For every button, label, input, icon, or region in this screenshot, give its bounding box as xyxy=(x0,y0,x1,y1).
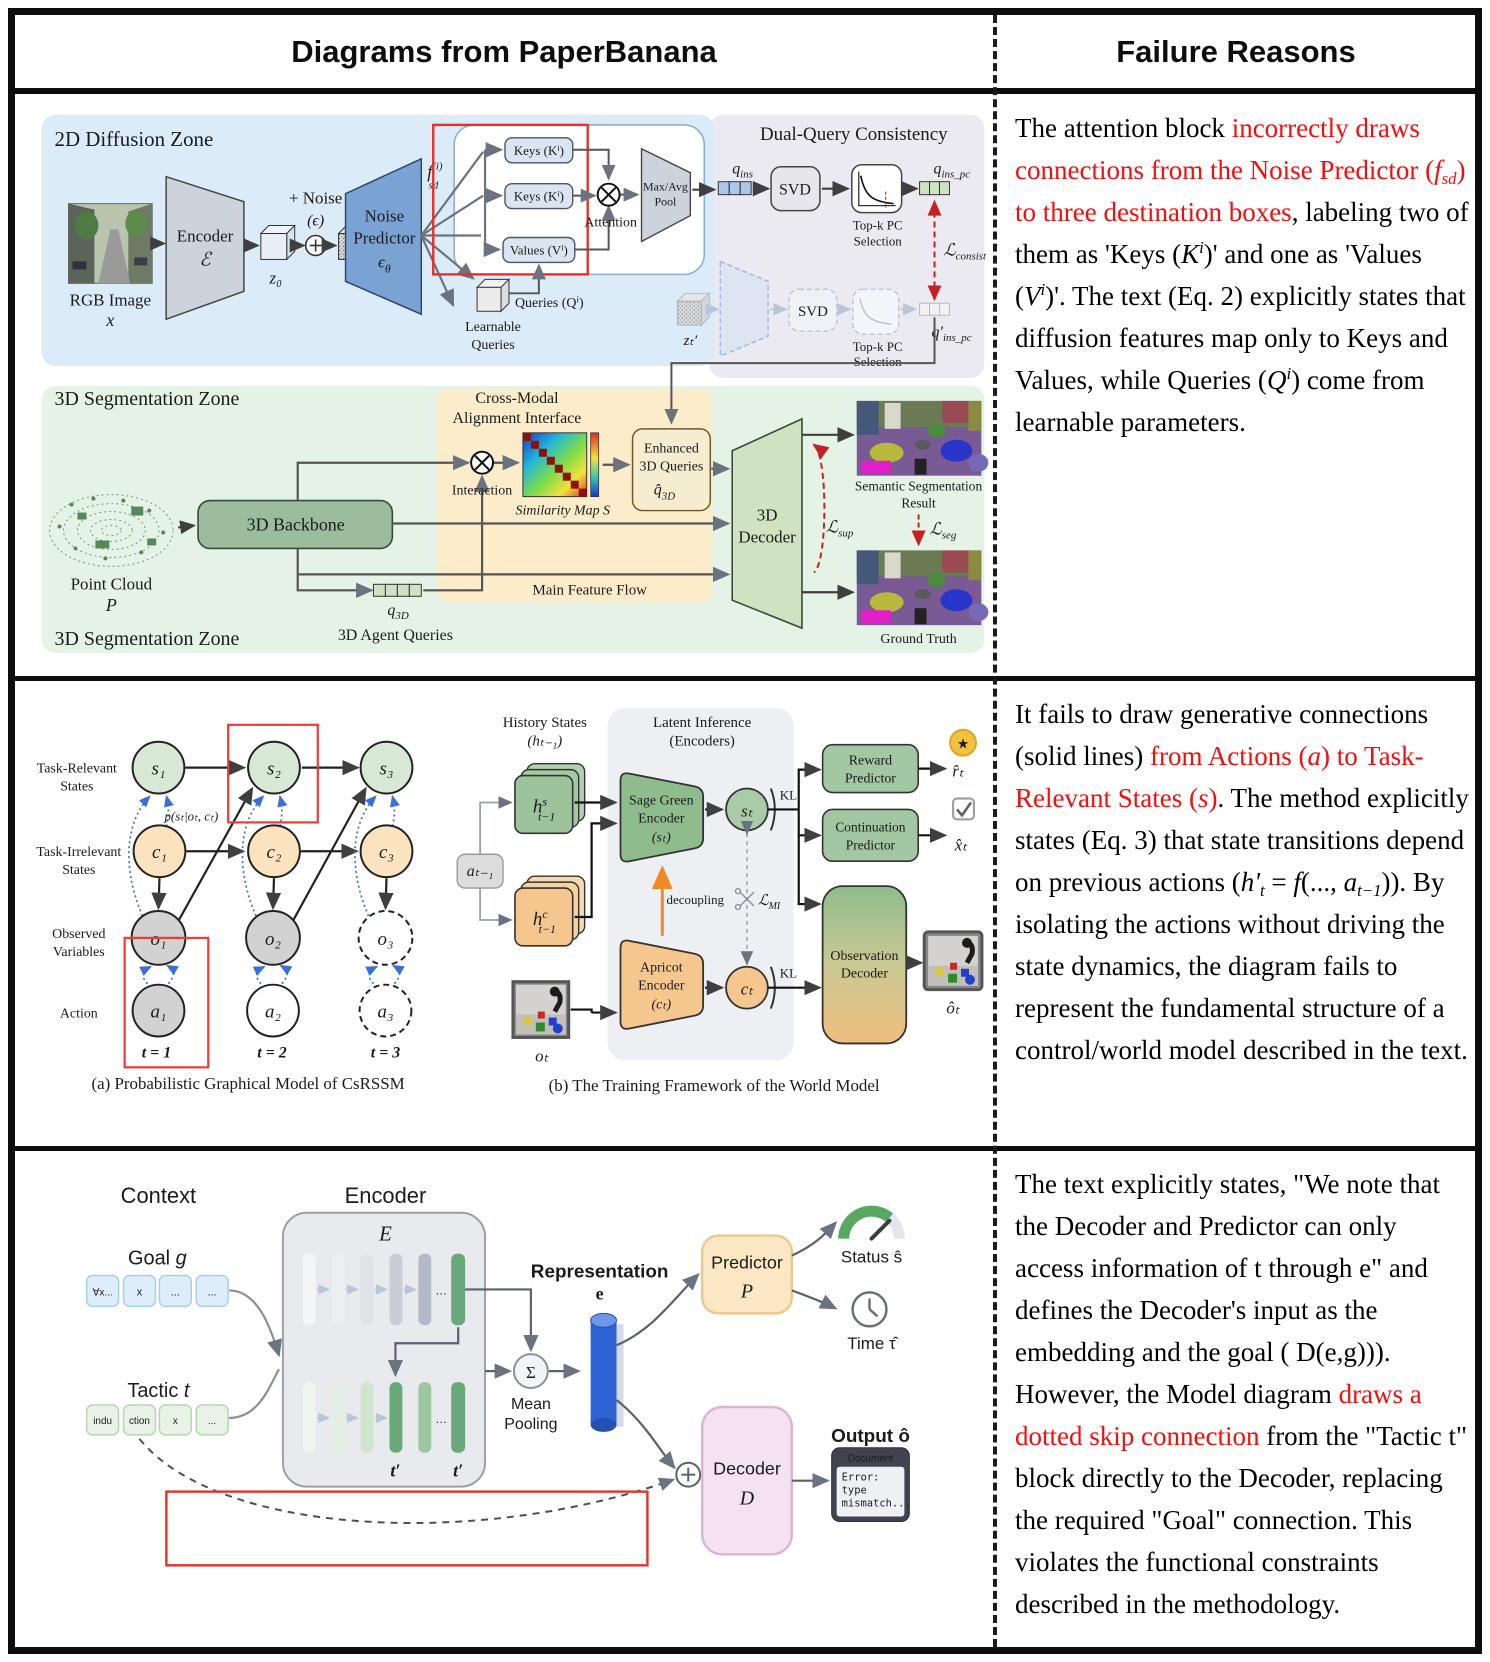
latent-encoders-label: (Encoders) xyxy=(669,733,735,750)
svg-text:t = 2: t = 2 xyxy=(257,1044,287,1062)
lseg-label: ℒ$_{seg}$ xyxy=(929,519,957,542)
goal-token-3: ... xyxy=(207,1286,217,1299)
tactic-token-3: ... xyxy=(208,1415,217,1427)
tprime-label-1: t′ xyxy=(390,1460,401,1481)
continuation-output-label: x̂ₜ xyxy=(954,835,968,855)
goal-label: Goal g xyxy=(128,1247,187,1270)
document-title: Document xyxy=(847,1453,894,1465)
task-irrelevant-label-2: States xyxy=(62,863,96,879)
lsup-label: ℒ$_{sup}$ xyxy=(825,517,854,540)
semantic-result-label-2: Result xyxy=(901,495,936,511)
representation-label: Representation xyxy=(530,1261,669,1283)
q3d-token-bar xyxy=(373,584,421,596)
decoder-label: Decoder xyxy=(713,1458,781,1479)
failure-reason-2 xyxy=(1015,693,1469,1071)
decoder-3d-label-2: Decoder xyxy=(738,527,796,547)
reward-output-label: r̂ₜ xyxy=(952,761,964,781)
hc-label: $h^c$ t−1 xyxy=(532,906,557,936)
continuation-label-1: Continuation xyxy=(835,819,906,835)
st-label: sₜ xyxy=(741,801,753,821)
agent-queries-label: 3D Agent Queries xyxy=(337,627,453,645)
predictor-out-wires xyxy=(792,1223,836,1309)
coin-star: ★ xyxy=(956,737,970,753)
header-left-title: Diagrams from PaperBanana xyxy=(291,33,717,69)
qins-token-bar xyxy=(718,182,751,195)
context-label: Context xyxy=(120,1182,197,1208)
learnable-label-2: Queries xyxy=(471,338,515,354)
checkbox-icon xyxy=(953,798,974,819)
ghost-topk-box xyxy=(853,289,899,334)
sage-label-3: (sₜ) xyxy=(651,830,671,846)
observed-label-1: Observed xyxy=(52,926,106,942)
qinspc-token-bar xyxy=(920,182,950,195)
values-box-label: Values (Vⁱ) xyxy=(509,242,568,258)
zone-2d-title: 2D Diffusion Zone xyxy=(54,126,214,151)
plus-noise-label: + Noise xyxy=(288,188,343,208)
document-output xyxy=(832,1448,911,1522)
ellipsis-bottom: … xyxy=(435,1411,448,1426)
noise-predictor-label-1: Noise xyxy=(364,206,405,226)
topk-label-1: Top-k PC xyxy=(852,217,903,233)
diagram-3-cell xyxy=(15,1151,993,1647)
noise-predictor-label-2: Predictor xyxy=(353,228,416,248)
decoder-box xyxy=(702,1407,792,1554)
continuation-label-2: Predictor xyxy=(845,837,896,853)
interaction-label: Interaction xyxy=(451,483,513,499)
reward-label-2: Predictor xyxy=(844,771,896,787)
decoder-symbol: D xyxy=(739,1487,755,1510)
tactic-token-0: indu xyxy=(93,1415,113,1427)
ghost-topk-label-2: Selection xyxy=(853,354,902,370)
failure-reason-3-text: The text explicitly states, "We note that the Decoder and Predictor can only access information of t through e" and defines the Decoder's input as the embedding and the goal ( D(e,g))). However, the Model diagram draws a dotted skip connection from the "Tactic t" block directly to the Decoder, replacing the required "Goal" connection. This violates the functional constraints described in the methodology. xyxy=(1015,1169,1468,1619)
point-cloud-label: Point Cloud xyxy=(70,574,153,594)
ghost-svd-label: SVD xyxy=(797,304,828,321)
outer-frame xyxy=(8,8,1482,1654)
ztprime-cube xyxy=(677,293,709,325)
encoder-2d-label: Encoder xyxy=(176,226,234,246)
svg-text:a₃: a₃ xyxy=(377,1001,394,1023)
keys-box-2-label: Keys (Kⁱ) xyxy=(513,188,564,204)
rgb-image xyxy=(68,204,152,284)
zone-3d-title-top: 3D Segmentation Zone xyxy=(54,387,240,410)
svg-text:a₁: a₁ xyxy=(150,1001,167,1023)
enhanced-label-2: 3D Queries xyxy=(639,459,704,475)
main-flow-label: Main Feature Flow xyxy=(532,582,647,599)
failure-reason-3 xyxy=(1015,1163,1469,1625)
history-states-symbol: (hₜ₋₁) xyxy=(527,733,563,750)
rgb-x-label: x xyxy=(106,310,115,331)
tactic-token-2: x xyxy=(172,1415,178,1427)
decoder-3d-label-1: 3D xyxy=(756,505,778,525)
lmi-label: ℒ$_{MI}$ xyxy=(757,893,781,913)
action-label: Action xyxy=(59,1006,98,1022)
backbone-3d-label: 3D Backbone xyxy=(246,514,345,535)
pool-label-2: Pool xyxy=(654,194,677,209)
svg-text:s₃: s₃ xyxy=(379,758,394,780)
clock-icon xyxy=(853,1292,887,1326)
encoder-symbol: E xyxy=(379,1221,392,1246)
ot-image xyxy=(513,982,569,1038)
task-relevant-label-1: Task-Relevant xyxy=(36,761,117,777)
point-cloud-symbol: P xyxy=(105,595,117,616)
topk-label-2: Selection xyxy=(853,233,902,249)
gauge-icon xyxy=(844,1211,900,1239)
apricot-label-2: Encoder xyxy=(638,978,685,994)
representation-symbol: e xyxy=(595,1283,604,1304)
ohat-image xyxy=(924,932,982,990)
svg-text:t = 1: t = 1 xyxy=(141,1044,172,1062)
svg-text:c₃: c₃ xyxy=(379,842,394,864)
semantic-result-image xyxy=(857,401,989,476)
failure-reason-2-text: It fails to draw generative connections (solid lines) from Actions (a) to Task-Relevant States (s). The method explicitly states (Eq. 3) that state transitions depend on previous actions ($h'_t = f$(..., $a_{t-1}$)). By isolating the actions without driving the state dynamics, the diagram fails to represent the fundamental structure of a control/world model described in the text. xyxy=(1015,699,1469,1065)
predictor-symbol: P xyxy=(740,1280,754,1303)
ellipsis-top: … xyxy=(435,1283,448,1298)
obs-decoder-label-1: Observation xyxy=(830,948,899,964)
diagram-3 xyxy=(15,1151,990,1645)
svg-text:o₂: o₂ xyxy=(264,928,282,950)
action-prev-label: aₜ₋₁ xyxy=(466,863,494,881)
svg-text:c₁: c₁ xyxy=(151,842,167,864)
ztprime-label: zₜ′ xyxy=(683,333,698,350)
lconsist-label: ℒ$_{consist}$ xyxy=(943,240,987,263)
observation-decoder-box xyxy=(823,886,907,1043)
encoder-label: Encoder xyxy=(344,1182,427,1208)
enhanced-symbol: $q̂_{3D}$ xyxy=(653,481,676,503)
cross-modal-title-1: Cross-Modal xyxy=(475,389,559,407)
qins-label: $q_{ins}$ xyxy=(732,160,753,181)
time-label: Time τ̂ xyxy=(847,1334,896,1354)
embedding-cylinder xyxy=(591,1313,624,1432)
pgm-node-labels xyxy=(150,759,394,1023)
learnable-label-1: Learnable xyxy=(465,320,521,336)
failure-reason-1-text: The attention block incorrectly draws connections from the Noise Predictor $(f_{sd})$ to three destination boxes, labeling two of them as 'Keys $(K^i)'$ and one as 'Values $(V^i)'$. The text (Eq. 2) explicitly states that diffusion features map only to Keys and Values, while Queries $(Q^i)$ come from learnable parameters. xyxy=(1015,113,1469,437)
diagram-2 xyxy=(15,681,990,1144)
diagram-1-cell xyxy=(15,94,993,676)
hs-label: $h^s$ t−1 xyxy=(532,794,556,824)
ground-truth-image xyxy=(857,550,989,625)
svg-text:s₂: s₂ xyxy=(267,758,281,780)
task-relevant-label-2: States xyxy=(60,779,94,795)
error-line-1: Error: xyxy=(841,1471,880,1484)
error-red-box-skip xyxy=(166,1492,647,1566)
z0-label: z₀ xyxy=(269,268,283,288)
queries-label: Queries (Qⁱ) xyxy=(514,296,584,312)
enhanced-label-1: Enhanced xyxy=(643,441,699,457)
goal-token-1: x xyxy=(136,1286,143,1299)
tactic-label: Tactic t xyxy=(127,1380,190,1403)
ground-truth-label: Ground Truth xyxy=(880,632,957,648)
pool-label-1: Max/Avg xyxy=(643,179,688,194)
svg-text:s₁: s₁ xyxy=(151,758,166,780)
qinspc-label: $q_{ins\_pc}$ xyxy=(933,160,971,181)
header-right-title: Failure Reasons xyxy=(1116,33,1356,69)
similarity-map-label: Similarity Map S xyxy=(515,503,611,519)
failure-reason-1 xyxy=(1015,107,1469,443)
sage-label-1: Sage Green xyxy=(629,793,694,809)
mean-pooling-label-2: Pooling xyxy=(504,1415,558,1433)
learnable-queries-cube xyxy=(477,279,509,311)
encoder-2d-symbol: ℰ xyxy=(199,249,211,271)
semantic-result-label-1: Semantic Segmentation xyxy=(854,478,983,494)
ghost-qinspc-label: $q'_{ins\_pc}$ xyxy=(931,324,972,345)
apricot-label-3: (cₜ) xyxy=(651,997,672,1013)
caption-b: (b) The Training Framework of the World Model xyxy=(548,1076,880,1096)
attention-label: Attention xyxy=(584,215,637,231)
apricot-label-1: Apricot xyxy=(640,960,683,976)
cross-modal-title-2: Alignment Interface xyxy=(452,409,582,427)
error-line-3: mismatch... xyxy=(841,1497,911,1510)
decoupling-label: decoupling xyxy=(666,892,725,908)
history-states-label: History States xyxy=(502,714,587,731)
zone-3d-title-bottom: 3D Segmentation Zone xyxy=(54,628,240,651)
ghost-token-bar xyxy=(920,303,950,315)
kl-label-s: KL xyxy=(779,787,798,803)
task-irrelevant-label-1: Task-Irrelevant xyxy=(36,845,122,861)
header-right xyxy=(997,15,1475,88)
q3d-label: $q_{3D}$ xyxy=(387,602,409,623)
goal-token-0: ∀x... xyxy=(92,1287,113,1299)
svg-text:o₁: o₁ xyxy=(150,928,167,950)
tactic-token-1: ction xyxy=(128,1415,150,1427)
fsd-label: $f^{(i)}$ sd xyxy=(427,160,443,192)
caption-a: (a) Probabilistic Graphical Model of CsRSSM xyxy=(91,1074,405,1094)
embedding-out-wires xyxy=(617,1275,699,1468)
pgm-nodes xyxy=(132,742,413,1037)
continuation-predictor-box xyxy=(823,809,919,861)
context-to-encoder-wires xyxy=(229,1290,279,1417)
observed-label-2: Variables xyxy=(52,944,105,960)
header-left xyxy=(15,15,993,88)
diagram-2-cell xyxy=(15,681,993,1146)
svg-text:o₃: o₃ xyxy=(377,928,394,950)
predictor-label: Predictor xyxy=(711,1252,783,1273)
mean-pooling-label-1: Mean xyxy=(510,1395,551,1413)
obs-decoder-label-2: Decoder xyxy=(840,966,889,982)
kl-label-c: KL xyxy=(779,965,798,981)
ct-label: cₜ xyxy=(740,979,754,999)
time-labels xyxy=(142,1044,400,1061)
svd-label: SVD xyxy=(779,181,811,199)
keys-box-1-label: Keys (Kⁱ) xyxy=(513,142,564,158)
tprime-label-2: t′ xyxy=(453,1460,464,1481)
column-divider xyxy=(993,15,997,1647)
ghost-topk-label-1: Top-k PC xyxy=(852,339,903,355)
svg-text:c₂: c₂ xyxy=(266,842,282,864)
posterior-label: p(sₜ|oₜ, cₜ) xyxy=(164,808,219,824)
diagram-1 xyxy=(15,94,990,674)
sigma-label: Σ xyxy=(525,1363,536,1383)
z0-cube xyxy=(261,226,295,260)
svg-text:a₂: a₂ xyxy=(264,1001,282,1023)
epsilon-label: (ϵ) xyxy=(307,212,325,230)
output-label: Output ô xyxy=(831,1425,910,1447)
error-line-2: type xyxy=(841,1484,867,1497)
goal-token-2: ... xyxy=(170,1286,180,1299)
status-label: Status ŝ xyxy=(840,1247,903,1267)
latent-inference-label: Latent Inference xyxy=(653,714,752,731)
tactic-tokens xyxy=(87,1405,228,1435)
goal-tokens xyxy=(87,1275,228,1306)
noise-predictor-symbol: $\epsilon_\theta$ xyxy=(378,252,391,276)
svg-text:t = 3: t = 3 xyxy=(370,1044,401,1062)
rgb-image-label: RGB Image xyxy=(69,290,152,310)
dual-query-title: Dual-Query Consistency xyxy=(759,123,948,145)
reward-label-1: Reward xyxy=(848,753,893,769)
ohat-label: ôₜ xyxy=(946,998,960,1018)
ot-label: oₜ xyxy=(535,1046,549,1066)
sage-label-2: Encoder xyxy=(638,811,685,827)
